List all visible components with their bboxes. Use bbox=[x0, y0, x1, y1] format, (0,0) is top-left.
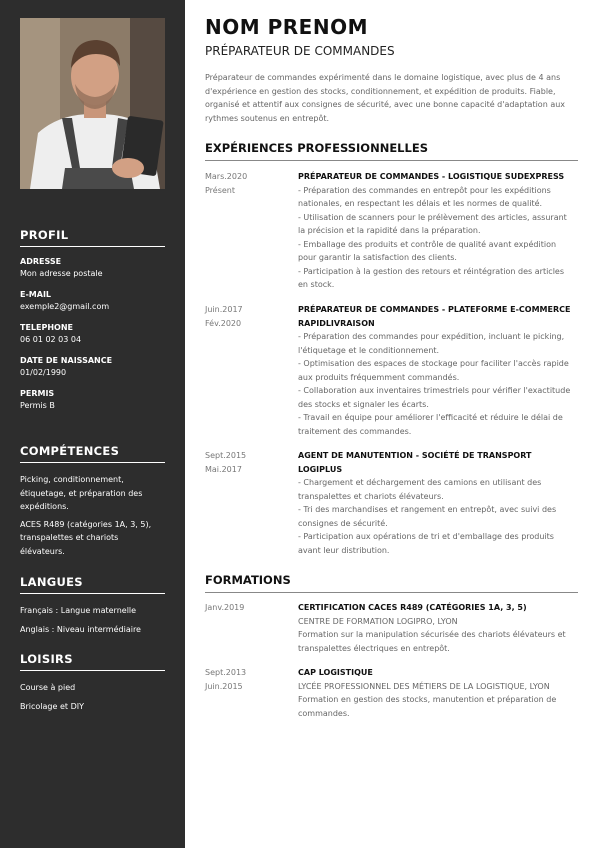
profil-field bbox=[20, 257, 165, 278]
entry-line: avant leur distribution. bbox=[298, 545, 390, 555]
entry-line: - Préparation des commandes pour expédition, incluant le picking, bbox=[298, 332, 565, 341]
entry-line: - Tri des marchandises et rangement en entrepôt, avec suivi des bbox=[298, 505, 557, 514]
loisirs-title: LOISIRS bbox=[20, 652, 165, 671]
entry-dates bbox=[205, 601, 295, 615]
birthdate-label: DATE DE NAISSANCE bbox=[20, 356, 113, 365]
entry-line: consignes de sécurité. bbox=[298, 518, 388, 528]
entry-title: CAP LOGISTIQUE bbox=[298, 668, 373, 677]
profil-section bbox=[20, 228, 165, 422]
date-start: Mars.2020 bbox=[205, 172, 248, 181]
experiences-title: EXPÉRIENCES PROFESSIONNELLES bbox=[205, 141, 578, 161]
entry-line: transpalettes électriques en entrepôt. bbox=[298, 643, 450, 653]
entry-line: - Participation à la gestion des retours et réintégration des articles bbox=[298, 266, 565, 276]
loisir-item: Course à pied bbox=[20, 683, 76, 692]
formations-title: FORMATIONS bbox=[205, 573, 578, 593]
date-end: Mai.2017 bbox=[205, 464, 242, 474]
entry-content bbox=[298, 449, 578, 557]
langue-item: Français : Langue maternelle bbox=[20, 606, 137, 615]
license-label: PERMIS bbox=[20, 389, 55, 398]
entry-line: Formation en gestion des stocks, manutention et préparation de bbox=[298, 695, 557, 704]
entry-line: commandes. bbox=[298, 708, 350, 718]
phone-value: 06 01 02 03 04 bbox=[20, 335, 82, 344]
entry-dates bbox=[205, 449, 295, 476]
entry-line: LYCÉE PROFESSIONNEL DES MÉTIERS DE LA LOGISTIQUE, LYON bbox=[298, 681, 550, 691]
date-start: Sept.2015 bbox=[205, 451, 247, 460]
profil-field bbox=[20, 389, 165, 410]
entry-line: - Préparation des commandes en entrepôt pour les expéditions bbox=[298, 185, 551, 195]
entry-line: des stocks et signaler les écarts. bbox=[298, 399, 429, 409]
entry-content bbox=[298, 303, 578, 438]
address-label: ADRESSE bbox=[20, 257, 62, 266]
entry-line: CENTRE DE FORMATION LOGIPRO, LYON bbox=[298, 616, 458, 626]
entry-dates bbox=[205, 666, 295, 693]
entry-content bbox=[298, 666, 578, 720]
entry-line: pour garantir la satisfaction des clients. bbox=[298, 253, 457, 262]
entry-title: PRÉPARATEUR DE COMMANDES - LOGISTIQUE SUDEXPRESS bbox=[298, 172, 565, 181]
date-end: Fév.2020 bbox=[205, 318, 242, 328]
summary-text: Préparateur de commandes expérimenté dans le domaine logistique, avec plus de 4 ans d'expérience en gestion des stocks, conditionnement, et expédition de produits. Fiable, organisé et attentif aux consignes de sécurité, avec une bonne capacité d'adaptation aux rythmes soutenus en entrepôt. bbox=[205, 73, 566, 123]
langues-section bbox=[20, 575, 165, 640]
profil-title: PROFIL bbox=[20, 228, 165, 247]
candidate-name: NOM PRENOM bbox=[205, 15, 368, 39]
entry-line: - Chargement et déchargement des camions en utilisant des bbox=[298, 478, 542, 487]
date-end: Présent bbox=[205, 185, 236, 195]
email-value: exemple2@gmail.com bbox=[20, 302, 110, 311]
entry-line: - Travail en équipe pour améliorer l'efficacité et réduire le délai de bbox=[298, 413, 563, 422]
date-end: Juin.2015 bbox=[205, 681, 243, 691]
profil-field bbox=[20, 290, 165, 311]
profile-photo bbox=[20, 18, 165, 189]
entry-line: - Collaboration aux inventaires trimestriels pour vérifier l'exactitude bbox=[298, 386, 571, 395]
profil-field bbox=[20, 356, 165, 377]
license-value: Permis B bbox=[20, 401, 55, 410]
entry-line: - Emballage des produits et contrôle de qualité avant expédition bbox=[298, 239, 557, 249]
langues-title: LANGUES bbox=[20, 575, 165, 594]
entry-line: nationales, en respectant les délais et les normes de qualité. bbox=[298, 199, 543, 208]
entry-line: transpalettes et chariots élévateurs. bbox=[298, 491, 444, 501]
date-start: Sept.2013 bbox=[205, 668, 247, 677]
phone-label: TELEPHONE bbox=[20, 323, 74, 332]
sidebar bbox=[0, 0, 185, 848]
entry-dates bbox=[205, 303, 295, 330]
address-value: Mon adresse postale bbox=[20, 269, 103, 278]
birthdate-value: 01/02/1990 bbox=[20, 368, 67, 377]
entry-content bbox=[298, 601, 578, 655]
entry-line: la précision et la rapidité dans la préparation. bbox=[298, 226, 481, 235]
date-start: Janv.2019 bbox=[205, 603, 245, 612]
profil-field bbox=[20, 323, 165, 344]
date-start: Juin.2017 bbox=[205, 305, 243, 314]
loisir-item: Bricolage et DIY bbox=[20, 701, 84, 711]
entry-dates bbox=[205, 170, 295, 197]
entry-title: AGENT DE MANUTENTION - SOCIÉTÉ DE TRANSPORT bbox=[298, 451, 532, 460]
competences-section bbox=[20, 444, 165, 562]
loisirs-section bbox=[20, 652, 165, 717]
entry-title: PRÉPARATEUR DE COMMANDES - PLATEFORME E-COMMERCE bbox=[298, 305, 571, 314]
entry-line: l'étiquetage et le conditionnement. bbox=[298, 345, 440, 355]
entry-content bbox=[298, 170, 578, 292]
entry-line: - Participation aux opérations de tri et d'emballage des produits bbox=[298, 532, 554, 541]
entry-line: traitement des commandes. bbox=[298, 426, 412, 436]
competence-item: Picking, conditionnement, étiquetage, et préparation des expéditions. bbox=[20, 475, 143, 511]
entry-title: LOGIPLUS bbox=[298, 464, 343, 474]
job-title: PRÉPARATEUR DE COMMANDES bbox=[205, 44, 395, 58]
entry-line: aux produits fréquemment commandés. bbox=[298, 372, 460, 382]
competences-title: COMPÉTENCES bbox=[20, 444, 165, 463]
entry-title: CERTIFICATION CACES R489 (CATÉGORIES 1A, 3, 5) bbox=[298, 603, 527, 612]
email-label: E-MAIL bbox=[20, 290, 52, 299]
entry-line: Formation sur la manipulation sécurisée des chariots élévateurs et bbox=[298, 630, 566, 639]
entry-line: en stock. bbox=[298, 280, 335, 289]
entry-line: - Utilisation de scanners pour le prélèvement des articles, assurant bbox=[298, 212, 567, 222]
entry-title: RAPIDLIVRAISON bbox=[298, 318, 375, 328]
entry-line: - Optimisation des espaces de stockage pour faciliter l'accès rapide bbox=[298, 359, 569, 368]
competence-item: ACES R489 (catégories 1A, 3, 5), transpalettes et chariots élévateurs. bbox=[20, 519, 152, 556]
langue-item: Anglais : Niveau intermédiaire bbox=[20, 624, 141, 634]
